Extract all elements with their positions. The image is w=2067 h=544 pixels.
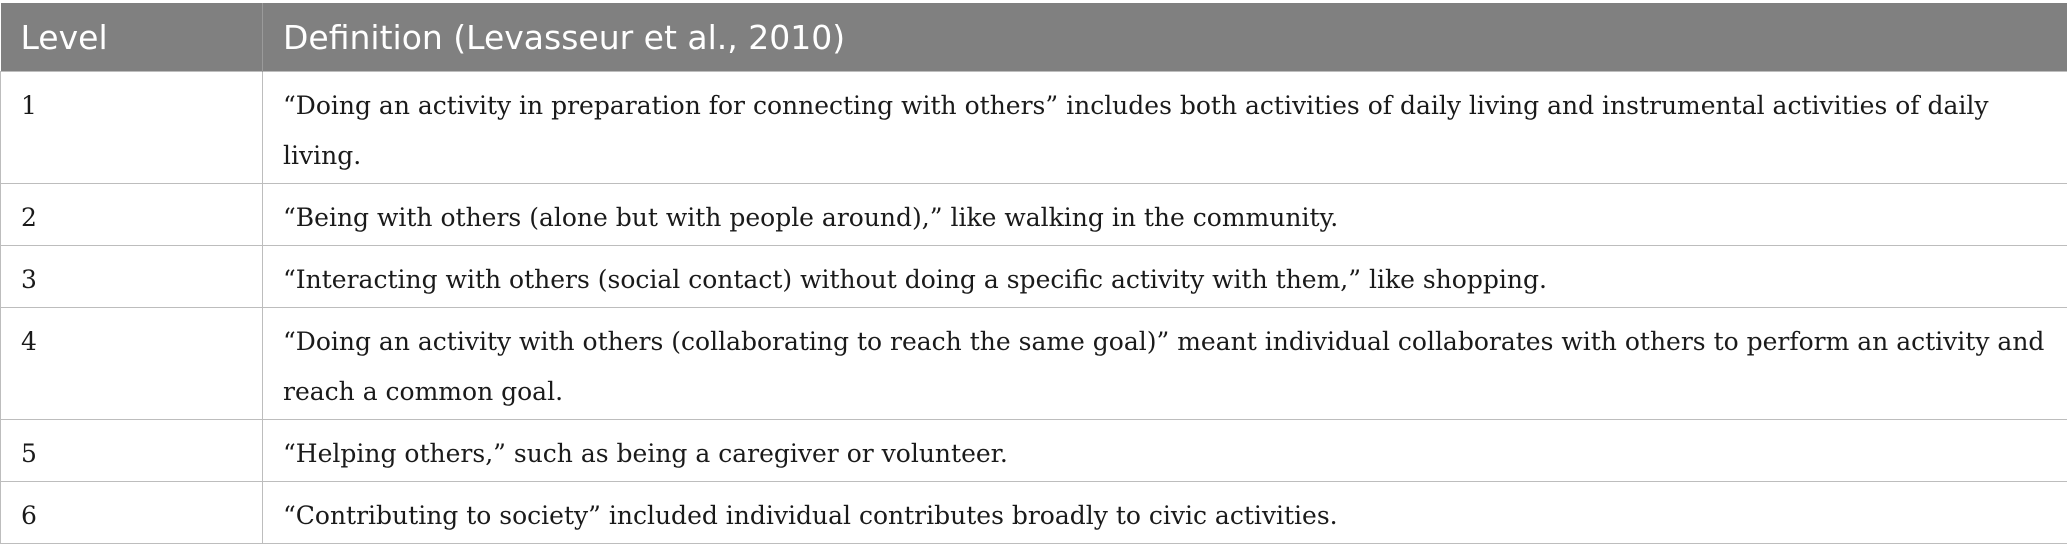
table-body — [1, 72, 2067, 544]
table-row — [1, 420, 2067, 482]
table-row — [1, 482, 2067, 544]
level-cell: 2 — [1, 184, 263, 246]
table-row — [1, 308, 2067, 420]
level-cell: 1 — [1, 72, 263, 184]
header-row — [1, 3, 2067, 72]
level-cell: 6 — [1, 482, 263, 544]
table-row — [1, 246, 2067, 308]
definition-cell: “Being with others (alone but with people around),” like walking in the community. — [263, 184, 2067, 246]
level-cell: 4 — [1, 308, 263, 420]
definition-cell: “Contributing to society” included individual contributes broadly to civic activities. — [263, 482, 2067, 544]
table-row — [1, 184, 2067, 246]
header-definition: Definition (Levasseur et al., 2010) — [263, 3, 2067, 72]
definition-cell: “Interacting with others (social contact) without doing a specific activity with them,” like shopping. — [263, 246, 2067, 308]
table-row — [1, 72, 2067, 184]
definition-cell: “Doing an activity with others (collaborating to reach the same goal)” meant individual collaborates with others to perform an activity and reach a common goal. — [263, 308, 2067, 420]
level-cell: 5 — [1, 420, 263, 482]
table-header — [1, 3, 2067, 72]
header-level: Level — [1, 3, 263, 72]
levels-table — [0, 3, 2067, 544]
level-cell: 3 — [1, 246, 263, 308]
levels-table-container — [0, 3, 2067, 544]
definition-cell: “Doing an activity in preparation for connecting with others” includes both activities of daily living and instrumental activities of daily living. — [263, 72, 2067, 184]
definition-cell: “Helping others,” such as being a caregiver or volunteer. — [263, 420, 2067, 482]
